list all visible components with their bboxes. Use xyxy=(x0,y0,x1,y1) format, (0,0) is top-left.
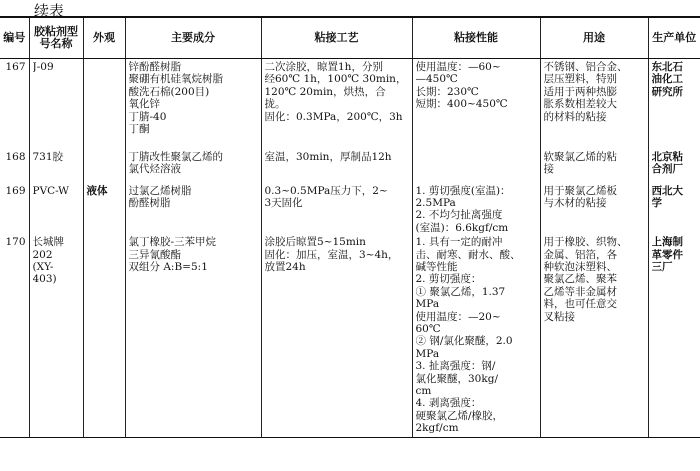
table-row xyxy=(0,59,700,149)
cell-performance-line: MPa xyxy=(415,347,440,360)
cell-name xyxy=(29,59,83,149)
cell-composition-line: 双组分 A:B=5:1 xyxy=(128,260,208,273)
cell-composition-line: 氯代烃溶液 xyxy=(128,162,181,175)
cell-name-line: (XY- xyxy=(32,260,54,273)
header-no: 编号 xyxy=(0,17,29,59)
cell-usage-line: 聚氯乙烯、聚苯 xyxy=(543,273,617,286)
cell-producer-line: 学 xyxy=(651,196,662,209)
cell-process-line: 固化：0.3MPa，200℃，3h xyxy=(264,110,403,123)
cell-name-line: 202 xyxy=(32,248,53,261)
cell-performance xyxy=(412,149,540,183)
cell-performance-line: 使用温度：—60~ xyxy=(415,61,501,73)
cell-appearance xyxy=(83,234,125,437)
cell-usage xyxy=(540,183,648,235)
cell-performance-line: MPa xyxy=(415,298,440,311)
cell-composition-line: 聚硼有机硅氧烷树脂 xyxy=(128,73,223,86)
cell-number: 167 xyxy=(5,61,26,73)
cell-usage-line: 用于聚氯乙烯板 xyxy=(543,184,617,197)
cell-producer xyxy=(648,183,700,235)
cell-composition xyxy=(125,59,261,149)
cell-process xyxy=(261,183,412,235)
cell-performance-line: 短期：400~450℃ xyxy=(415,98,508,111)
table-row xyxy=(0,149,700,183)
cell-performance-line: 4. 剥离强度： xyxy=(415,397,482,410)
cell-performance-line: ① 聚氯乙烯，1.37 xyxy=(415,285,506,298)
cell-performance-line: 氯化聚醚，30kg/ xyxy=(415,372,498,385)
cell-performance-line: 2kgf/cm xyxy=(415,422,459,435)
cell-performance-line: 硬聚氯乙烯/橡胶， xyxy=(415,409,504,422)
cell-performance-line: 60℃ xyxy=(415,322,441,335)
cell-usage-line: 的材料的粘接 xyxy=(543,110,607,123)
cell-usage-line: 接 xyxy=(543,162,554,175)
cell-usage-line: 适用于两种热膨 xyxy=(543,85,617,98)
cell-performance-line: 碱等性能 xyxy=(415,260,458,273)
cell-performance-line: 1. 具有一定的耐冲 xyxy=(415,236,503,249)
cell-composition-line: 过氯乙烯树脂 xyxy=(128,184,192,197)
cell-performance-line: ② 钢/氯化聚醚，2.0 xyxy=(415,335,513,348)
header-appearance: 外观 xyxy=(83,17,125,59)
cell-process xyxy=(261,234,412,437)
adhesive-table xyxy=(0,16,700,438)
cell-name-line: PVC-W xyxy=(32,184,69,197)
cell-composition-line: 丁腈改性聚氯乙烯的 xyxy=(128,150,223,163)
cell-composition-line: 三异氰酸酯 xyxy=(128,248,181,261)
cell-process xyxy=(261,149,412,183)
cell-usage-line: 用于橡胶、织物、 xyxy=(543,236,628,249)
cell-producer xyxy=(648,149,700,183)
cell-performance-line: (室温)：6.6kgf/cm xyxy=(415,221,509,234)
cell-usage xyxy=(540,234,648,437)
cell-process-line: 涂胶后晾置5~15min xyxy=(264,236,366,249)
cell-composition xyxy=(125,234,261,437)
header-process: 粘接工艺 xyxy=(261,17,412,59)
table-row xyxy=(0,234,700,437)
cell-composition xyxy=(125,183,261,235)
cell-name xyxy=(29,234,83,437)
cell-producer-line: 北京粘 xyxy=(651,150,683,163)
cell-name-line: 长城牌 xyxy=(32,236,64,249)
cell-performance-line: cm xyxy=(415,385,432,397)
table-caption: 续表 xyxy=(34,2,65,20)
cell-process-line: 0.3~0.5MPa压力下，2~ xyxy=(264,184,388,197)
cell-process-line: 经60℃ 1h，100℃ 30min， xyxy=(264,73,407,86)
cell-number: 170 xyxy=(0,234,29,437)
cell-appearance xyxy=(83,149,125,183)
cell-usage-line: 种软泡沫塑料、 xyxy=(543,260,617,273)
cell-producer-line: 合剂厂 xyxy=(651,162,683,175)
cell-name-line: J-09 xyxy=(32,61,54,73)
cell-usage-line: 胀系数相差较大 xyxy=(543,98,617,111)
cell-process-line: 120℃ 20min，烘热，合 xyxy=(264,85,386,98)
cell-process xyxy=(261,59,412,149)
cell-performance-line: —450℃ xyxy=(415,73,458,86)
cell-producer-line: 油化工 xyxy=(651,73,683,86)
cell-composition-line: 氯丁橡胶-三苯甲烷 xyxy=(128,236,217,249)
cell-name-line: 731胶 xyxy=(32,150,64,163)
header-row xyxy=(0,17,700,59)
cell-usage-line: 金属、铝箔，各 xyxy=(543,248,617,261)
cell-composition-line: 丁酮 xyxy=(128,123,150,136)
header-name: 胶粘剂型号名称 xyxy=(29,17,83,59)
cell-producer-line: 西北大 xyxy=(651,184,683,197)
cell-performance-line: 击、耐寒、耐水、酸、 xyxy=(415,248,521,261)
cell-composition-line: 丁腈-40 xyxy=(128,110,167,123)
cell-usage xyxy=(540,149,648,183)
cell-composition-line: 酸洗石棉(200目) xyxy=(128,85,210,98)
cell-name xyxy=(29,183,83,235)
cell-performance-line: 3. 扯离强度：钢/ xyxy=(415,360,496,373)
cell-number: 169 xyxy=(5,184,26,197)
cell-usage-line: 不锈钢、铝合金、 xyxy=(543,61,628,73)
cell-performance-line: 长期：230℃ xyxy=(415,85,479,98)
cell-process-line: 固化：加压，室温，3~4h， xyxy=(264,248,399,261)
cell-process-line: 二次涂胶，晾置1h，分别 xyxy=(264,61,383,73)
cell-producer-line: 东北石 xyxy=(651,61,683,73)
cell-appearance: 液体 xyxy=(83,183,125,235)
cell-producer-line: 三厂 xyxy=(651,260,673,273)
cell-composition xyxy=(125,149,261,183)
cell-producer-line: 上海制 xyxy=(651,236,683,249)
cell-name-line: 403) xyxy=(32,273,57,286)
cell-process-line: 拢。 xyxy=(264,98,286,111)
header-composition: 主要成分 xyxy=(125,17,261,59)
cell-performance xyxy=(412,183,540,235)
cell-usage-line: 层压塑料，特别 xyxy=(543,73,617,86)
header-performance: 粘接性能 xyxy=(412,17,540,59)
cell-performance-line: 2.5MPa xyxy=(415,196,456,209)
cell-performance-line: 1. 剪切强度(室温)： xyxy=(415,184,511,197)
header-producer: 生产单位 xyxy=(648,17,700,59)
table-row xyxy=(0,183,700,235)
cell-process-line: 室温，30min，厚制品12h xyxy=(264,150,392,163)
cell-performance xyxy=(412,59,540,149)
cell-composition-line: 酚醛树脂 xyxy=(128,196,171,209)
cell-performance-line: 2. 不均匀扯离强度 xyxy=(415,209,503,222)
cell-usage-line: 与木材的粘接 xyxy=(543,196,607,209)
cell-composition-line: 锌酚醛树脂 xyxy=(128,61,181,73)
cell-usage xyxy=(540,59,648,149)
cell-producer xyxy=(648,234,700,437)
cell-process-line: 3天固化 xyxy=(264,196,303,209)
cell-producer-line: 革零件 xyxy=(651,248,683,261)
cell-usage-line: 叉粘接 xyxy=(543,310,575,323)
cell-process-line: 放置24h xyxy=(264,260,306,273)
cell-composition-line: 氧化锌 xyxy=(128,98,160,111)
cell-performance-line: 使用温度：—20~ xyxy=(415,310,501,323)
cell-usage-line: 料，也可任意交 xyxy=(543,298,617,311)
cell-name xyxy=(29,149,83,183)
cell-performance-line: 2. 剪切强度： xyxy=(415,273,482,286)
cell-number: 168 xyxy=(5,150,26,163)
cell-producer xyxy=(648,59,700,149)
cell-appearance xyxy=(83,59,125,149)
cell-usage-line: 软聚氯乙烯的粘 xyxy=(543,150,617,163)
cell-performance xyxy=(412,234,540,437)
cell-producer-line: 研究所 xyxy=(651,85,683,98)
cell-usage-line: 乙烯等非金属材 xyxy=(543,285,617,298)
header-usage: 用途 xyxy=(540,17,648,59)
